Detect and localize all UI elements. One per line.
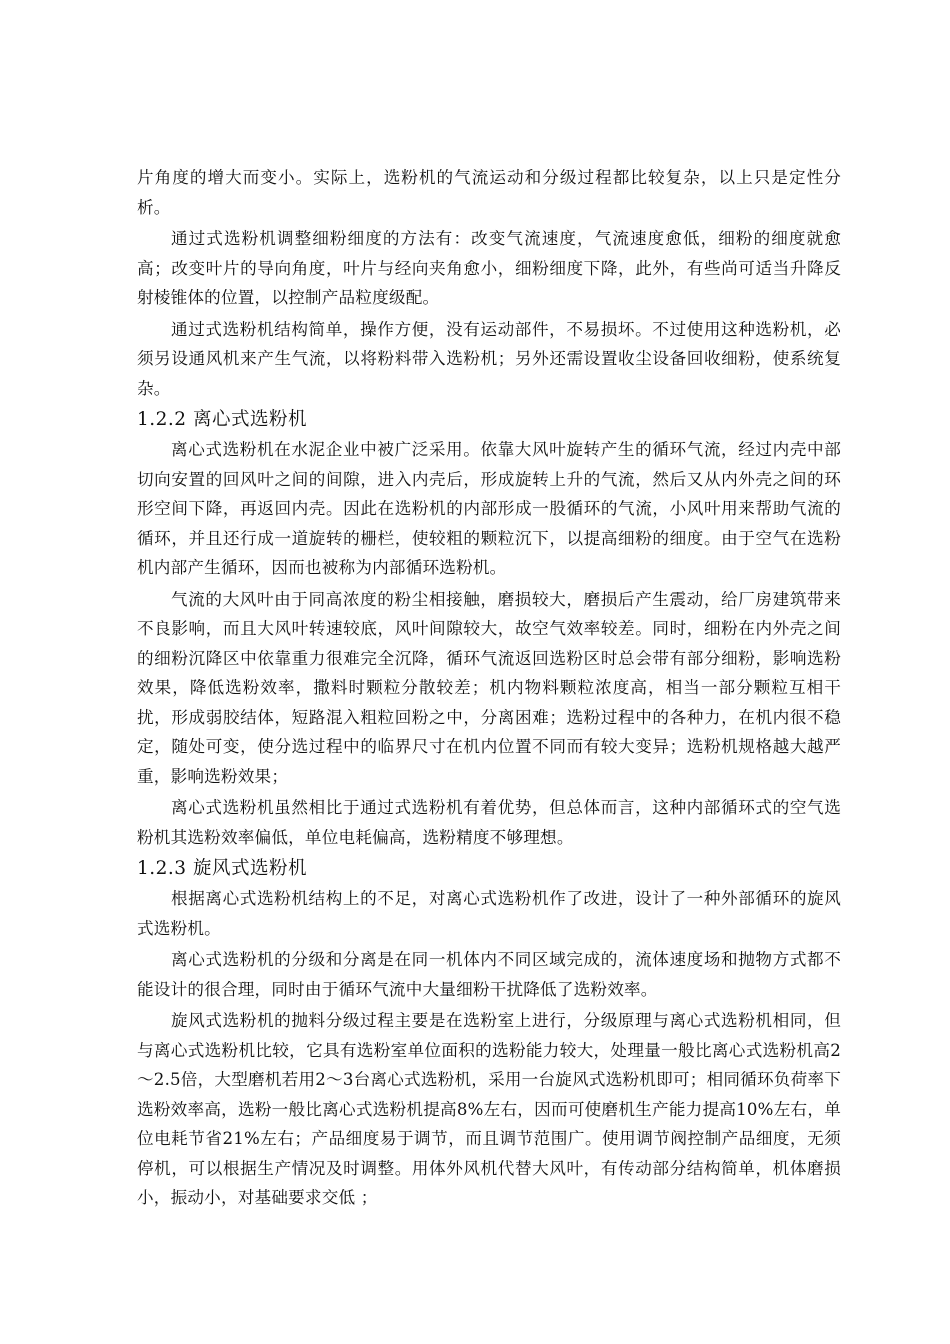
- section-heading-cyclone: 1.2.3 旋风式选粉机: [137, 858, 307, 879]
- paragraph-adjust-fineness: 通过式选粉机调整细粉细度的方法有：改变气流速度，气流速度愈低，细粉的细度就愈高；改变叶片的导向角度，叶片与经向夹角愈小，细粉细度下降，此外，有些尚可适当升降反射棱锥体的位置，以控制产品粒度级配。: [137, 229, 841, 307]
- paragraph-cyclone-advantages: 旋风式选粉机的抛料分级过程主要是在选粉室上进行，分级原理与离心式选粉机相同，但与离心式选粉机比较，它具有选粉室单位面积的选粉能力较大，处理量一般比离心式选粉机高2～2.5倍，大型磨机若用2～3台离心式选粉机，采用一台旋风式选粉机即可；相同循环负荷率下选粉效率高，选粉一般比离心式选粉机提高8%左右，因而可使磨机生产能力提高10%左右，单位电耗节省21%左右；产品细度易于调节，而且调节范围广。使用调节阀控制产品细度，无须停机，可以根据生产情况及时调整。用体外风机代替大风叶，有传动部分结构简单，机体磨损小，振动小，对基础要求交低 ；: [137, 1011, 841, 1207]
- paragraph-through-type-structure: 通过式选粉机结构简单，操作方便，没有运动部件，不易损坏。不过使用这种选粉机，必须另设通风机来产生气流，以将粉料带入选粉机；另外还需设置收尘设备回收细粉，使系统复杂。: [137, 319, 841, 398]
- paragraph-cyclone-intro: 根据离心式选粉机结构上的不足，对离心式选粉机作了改进，设计了一种外部循环的旋风式选粉机。: [137, 889, 841, 938]
- paragraph-centrifugal-intro: 离心式选粉机在水泥企业中被广泛采用。依靠大风叶旋转产生的循环气流，经过内壳中部切向安置的回风叶之间的间隙，进入内壳后，形成旋转上升的气流，然后又从内外壳之间的环形空间下降，再返回内壳。因此在选粉机的内部形成一股循环的气流，小风叶用来帮助气流的循环，并且还行成一道旋转的栅栏，使较粗的颗粒沉下，以提高细粉的细度。由于空气在选粉机内部产生循环，因而也被称为内部循环选粉机。: [137, 440, 841, 577]
- paragraph-centrifugal-drawbacks: 气流的大风叶由于同高浓度的粉尘相接触，磨损较大，磨损后产生震动，给厂房建筑带来不良影响，而且大风叶转速较底，风叶间隙较大，故空气效率较差。同时，细粉在内外壳之间的细粉沉降区中依靠重力很难完全沉降，循环气流返回选粉区时总会带有部分细粉，影响选粉效果，降低选粉效率，撒料时颗粒分散较差；机内物料颗粒浓度高，相当一部分颗粒互相干扰，形成弱胶结体，短路混入粗粒回粉之中，分离困难；选粉过程中的各种力，在机内很不稳定，随处可变，使分选过程中的临界尺寸在机内位置不同而有较大变异；选粉机规格越大越严重，影响选粉效果；: [137, 589, 841, 786]
- document-page: [137, 163, 841, 1215]
- paragraph-fine-powder-angle: 片角度的增大而变小。实际上，选粉机的气流运动和分级过程都比较复杂，以上只是定性分析。: [137, 168, 841, 217]
- section-heading-centrifugal: 1.2.2 离心式选粉机: [137, 409, 307, 430]
- paragraph-centrifugal-summary: 离心式选粉机虽然相比于通过式选粉机有着优势，但总体而言，这种内部循环式的空气选粉机其选粉效率偏低，单位电耗偏高，选粉精度不够理想。: [137, 798, 841, 847]
- paragraph-cyclone-comparison: 离心式选粉机的分级和分离是在同一机体内不同区域完成的，流体速度场和抛物方式都不能设计的很合理，同时由于循环气流中大量细粉干扰降低了选粉效率。: [137, 950, 841, 999]
